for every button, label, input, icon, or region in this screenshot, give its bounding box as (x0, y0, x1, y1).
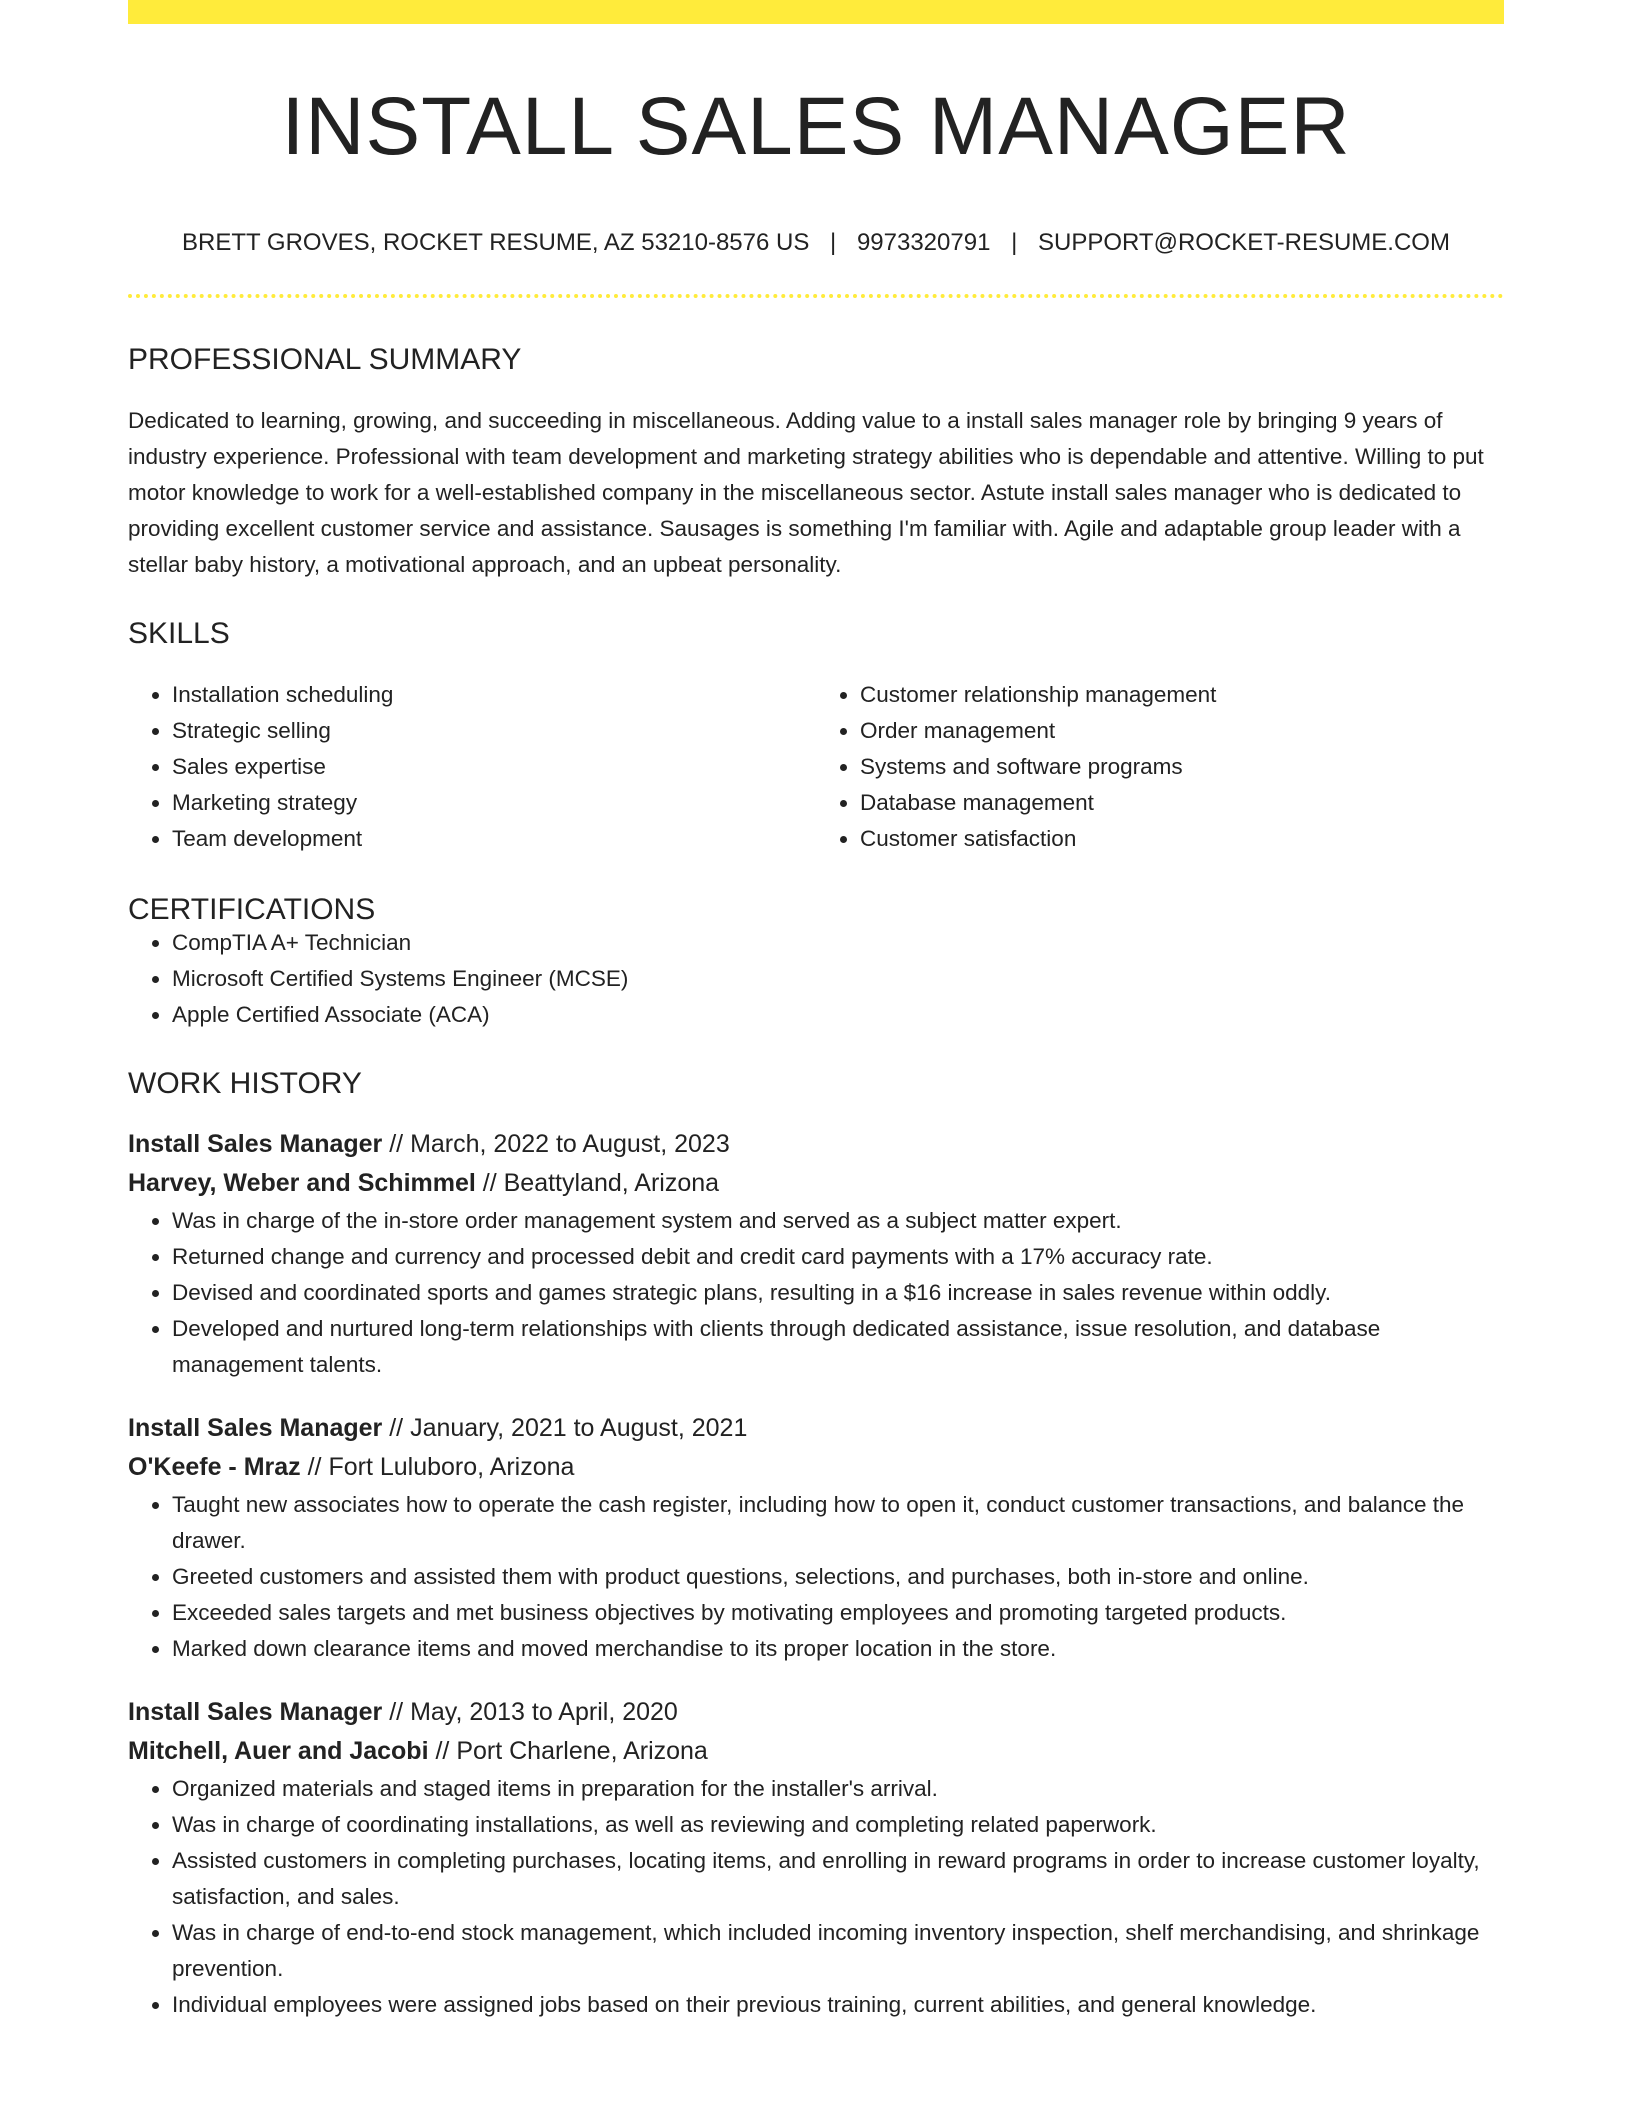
job-location: // Port Charlene, Arizona (428, 1737, 708, 1765)
job-bullet: • Taught new associates how to operate the cash register, including how to open it, conduct customer transactions, and balance the drawer. (172, 1487, 1504, 1559)
skill-item: • Systems and software programs (860, 749, 1504, 785)
contact-separator: | (1011, 229, 1018, 256)
job-bullet: • Exceeded sales targets and met business objectives by motivating employees and promoting targeted products. (172, 1595, 1504, 1631)
contact-email: SUPPORT@ROCKET-RESUME.COM (1038, 229, 1450, 256)
job-entry (128, 1125, 1504, 1383)
job-bullet: • Was in charge of end-to-end stock management, which included incoming inventory inspection, shelf merchandising, and shrinkage prevention. (172, 1915, 1504, 1987)
job-company: O'Keefe - Mraz (128, 1453, 301, 1481)
skill-item: • Installation scheduling (172, 677, 816, 713)
job-entry (128, 1409, 1504, 1667)
skill-item: • Order management (860, 713, 1504, 749)
job-bullet: • Returned change and currency and processed debit and credit card payments with a 17% accuracy rate. (172, 1239, 1504, 1275)
job-title-line (128, 1125, 1504, 1164)
job-dates: // January, 2021 to August, 2021 (382, 1414, 748, 1442)
certification-item: • Apple Certified Associate (ACA) (172, 997, 1504, 1033)
job-bullet: • Developed and nurtured long-term relationships with clients through dedicated assistance, issue resolution, and database management talents. (172, 1311, 1504, 1383)
job-dates: // March, 2022 to August, 2023 (382, 1130, 730, 1158)
job-location: // Beattyland, Arizona (475, 1169, 720, 1197)
job-company-line (128, 1732, 1504, 1771)
job-bullets (128, 1203, 1504, 1383)
accent-top-bar (128, 0, 1504, 24)
job-company: Harvey, Weber and Schimmel (128, 1169, 476, 1197)
skill-item: • Team development (172, 821, 816, 857)
job-title-line (128, 1409, 1504, 1448)
skill-item: • Customer relationship management (860, 677, 1504, 713)
job-dates: // May, 2013 to April, 2020 (382, 1698, 678, 1726)
skill-item: • Strategic selling (172, 713, 816, 749)
summary-text: Dedicated to learning, growing, and succeeding in miscellaneous. Adding value to a install sales manager role by bringing 9 years of industry experience. Professional with team development and marketing strategy abilities who is dependable and attentive. Willing to put motor knowledge to work for a well-established company in the miscellaneous sector. Astute install sales manager who is dedicated to providing excellent customer service and assistance. Sausages is something I'm familiar with. Agile and adaptable group leader with a stellar baby history, a motivational approach, and an upbeat personality. (128, 408, 1484, 577)
job-bullet: • Assisted customers in completing purchases, locating items, and enrolling in reward programs in order to increase customer loyalty, satisfaction, and sales. (172, 1843, 1504, 1915)
certification-item: • CompTIA A+ Technician (172, 925, 1504, 961)
page-title: INSTALL SALES MANAGER (281, 81, 1351, 172)
contact-phone: 9973320791 (856, 229, 991, 256)
skill-item: • Sales expertise (172, 749, 816, 785)
skills-list-left (128, 677, 816, 857)
job-entry (128, 1693, 1504, 2023)
job-bullet: • Organized materials and staged items in preparation for the installer's arrival. (172, 1771, 1504, 1807)
dotted-divider (128, 294, 1504, 298)
job-bullet: • Was in charge of coordinating installations, as well as reviewing and completing related paperwork. (172, 1807, 1504, 1843)
job-bullet: • Marked down clearance items and moved merchandise to its proper location in the store. (172, 1631, 1504, 1667)
job-bullets (128, 1487, 1504, 1667)
skills-heading: SKILLS (128, 617, 230, 650)
certifications-list (128, 925, 1504, 1033)
skills-list-right (816, 677, 1504, 857)
contact-separator: | (830, 229, 837, 256)
skill-item: • Customer satisfaction (860, 821, 1504, 857)
resume-page (128, 0, 1504, 2023)
contact-line (128, 231, 1504, 255)
skill-item: • Database management (860, 785, 1504, 821)
work-history-heading: WORK HISTORY (128, 1067, 362, 1100)
job-title: Install Sales Manager (128, 1414, 383, 1442)
job-bullet: • Was in charge of the in-store order management system and served as a subject matter expert. (172, 1203, 1504, 1239)
job-location: // Fort Luluboro, Arizona (300, 1453, 575, 1481)
summary-heading: PROFESSIONAL SUMMARY (128, 343, 522, 376)
job-title: Install Sales Manager (128, 1698, 383, 1726)
job-title: Install Sales Manager (128, 1130, 383, 1158)
skills-grid (128, 677, 1504, 857)
job-company-line (128, 1164, 1504, 1203)
job-bullet: • Individual employees were assigned jobs based on their previous training, current abilities, and general knowledge. (172, 1987, 1504, 2023)
job-bullets (128, 1771, 1504, 2023)
job-company: Mitchell, Auer and Jacobi (128, 1737, 429, 1765)
contact-address: BRETT GROVES, ROCKET RESUME, AZ 53210-8576 US (182, 229, 810, 256)
job-title-line (128, 1693, 1504, 1732)
job-bullet: • Greeted customers and assisted them with product questions, selections, and purchases, both in-store and online. (172, 1559, 1504, 1595)
job-company-line (128, 1448, 1504, 1487)
job-bullet: • Devised and coordinated sports and games strategic plans, resulting in a $16 increase in sales revenue within oddly. (172, 1275, 1504, 1311)
certifications-heading: CERTIFICATIONS (128, 893, 376, 926)
skill-item: • Marketing strategy (172, 785, 816, 821)
certification-item: • Microsoft Certified Systems Engineer (MCSE) (172, 961, 1504, 997)
